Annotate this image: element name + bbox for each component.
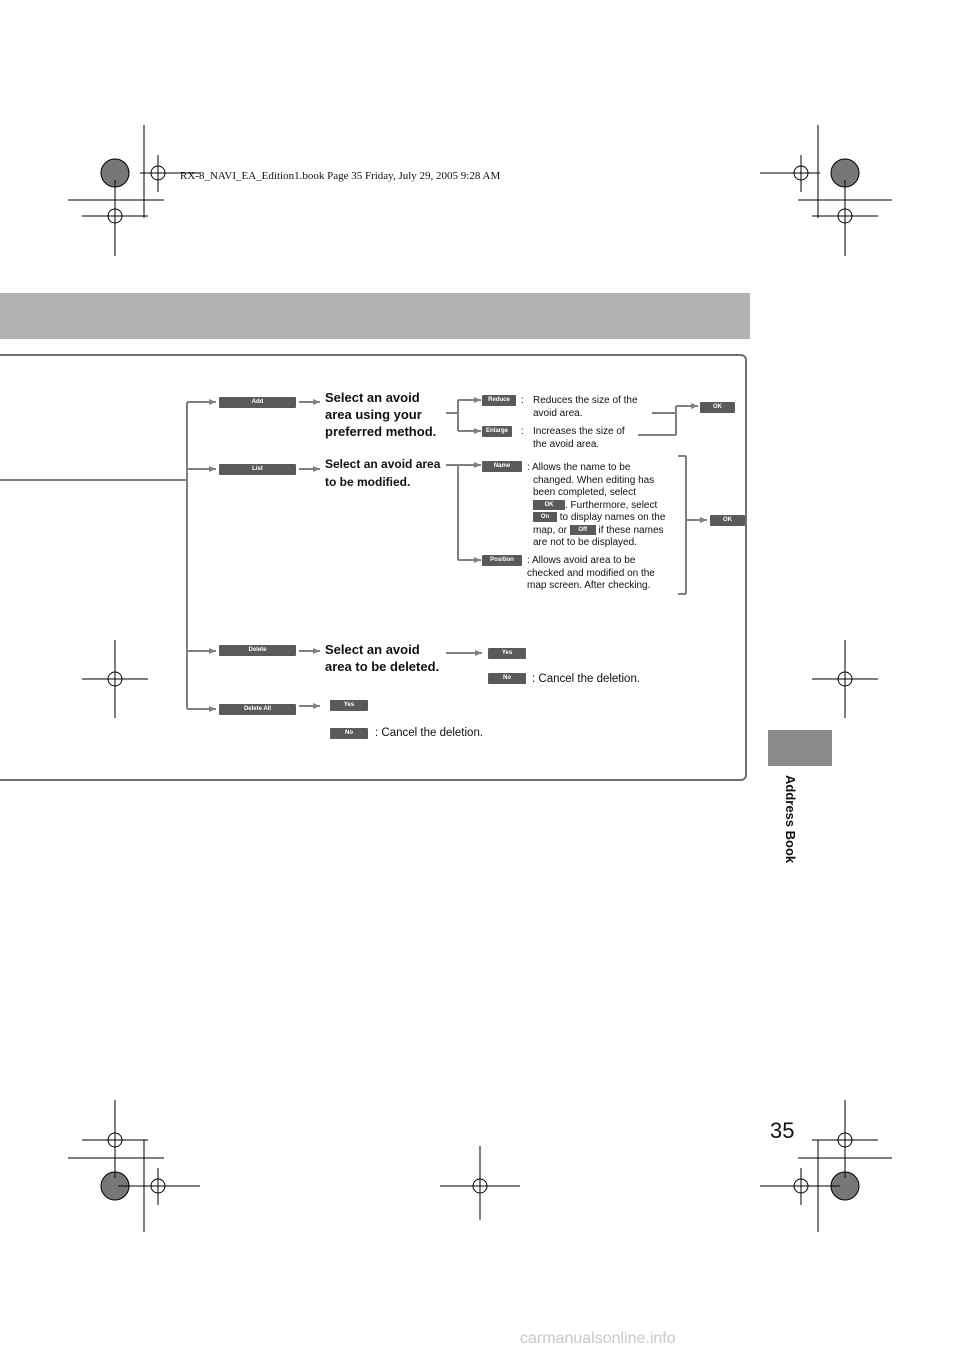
inline-ok-button: OK [533, 500, 565, 510]
inline-off-button: Off [570, 525, 596, 535]
page-number: 35 [770, 1118, 795, 1143]
delete-heading: Select an avoid area to be deleted. [325, 642, 440, 674]
name-button[interactable]: Name [482, 461, 522, 472]
reduce-colon: : [521, 395, 524, 406]
delete-no-button[interactable]: No [488, 673, 526, 684]
add-heading: Select an avoid area using your preferred method. [325, 390, 437, 439]
delete-all-button[interactable]: Delete All [219, 704, 296, 715]
add-ok-button[interactable]: OK [700, 402, 735, 413]
watermark: carmanualsonline.info [520, 1330, 676, 1347]
enlarge-colon: : [521, 426, 524, 437]
chapter-label: Address Book [783, 775, 798, 864]
position-button[interactable]: Position [482, 555, 522, 566]
file-header: RX-8_NAVI_EA_Edition1.book Page 35 Friday, July 29, 2005 9:28 AM [180, 170, 501, 182]
position-description: : Allows avoid area to be checked and modified on the map screen. After checking. [527, 555, 655, 591]
delete-cancel-text: : Cancel the deletion. [532, 673, 641, 685]
reduce-button[interactable]: Reduce [482, 395, 516, 406]
list-button[interactable]: List [219, 464, 296, 475]
delete-all-yes-button[interactable]: Yes [330, 700, 368, 711]
delete-all-cancel-text: : Cancel the deletion. [375, 727, 484, 739]
list-heading: Select an avoid area to be modified. [325, 457, 441, 489]
inline-on-button: On [533, 512, 557, 522]
name-description: : Allows the name to be changed. When editing has been completed, select OK . Furthermore, select On to display names on the map, or Off if these names are not to be displayed. [527, 462, 666, 548]
delete-all-no-button[interactable]: No [330, 728, 368, 739]
add-button[interactable]: Add [219, 397, 296, 408]
list-ok-button[interactable]: OK [710, 515, 745, 526]
enlarge-button[interactable]: Enlarge [482, 426, 512, 437]
enlarge-description: Increases the size of the avoid area. [533, 426, 625, 450]
delete-button[interactable]: Delete [219, 645, 296, 656]
reduce-description: Reduces the size of the avoid area. [533, 395, 638, 419]
delete-yes-button[interactable]: Yes [488, 648, 526, 659]
